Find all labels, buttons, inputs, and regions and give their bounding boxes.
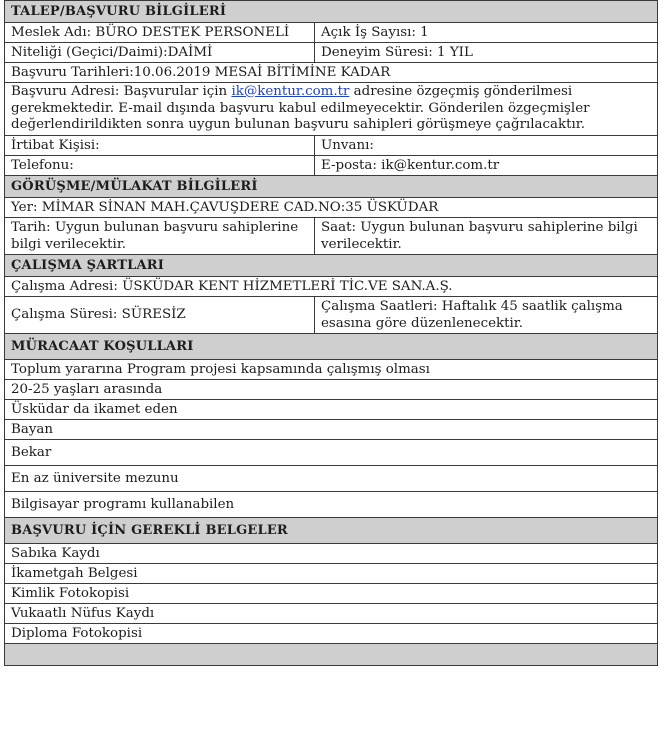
email-link[interactable]: ik@kentur.com.tr — [231, 84, 350, 99]
section-title: TALEP/BAŞVURU BİLGİLERİ — [11, 4, 227, 19]
list-item — [5, 380, 657, 400]
list-item — [5, 564, 657, 584]
section-title-cut-off — [5, 644, 657, 665]
row-calisma-sure-saat — [5, 297, 657, 334]
telefonu: Telefonu: — [5, 156, 315, 175]
section-header-calisma — [5, 255, 657, 277]
list-item — [5, 492, 657, 518]
list-item — [5, 624, 657, 644]
row-meslek — [5, 23, 657, 43]
list-item — [5, 360, 657, 380]
section-header-belgeler — [5, 518, 657, 544]
kosul-item: Bilgisayar programı kullanabilen — [11, 496, 235, 512]
adres-suffix: adresine özgeçmiş gönderilmesi gerekmektedir. E-mail dışında başvuru kabul edilmeyecektir. Gönderilen özgeçmişler değerlendirildikten sonra uygun bulunan başvuru sahipleri görüşmeye çağrılacaktır. — [11, 84, 590, 132]
section-header-muracaat — [5, 334, 657, 360]
kosul-item: Bayan — [11, 421, 53, 437]
kosul-item: Bekar — [11, 444, 52, 460]
row-yer — [5, 198, 657, 218]
section-header-cut-off — [5, 644, 657, 666]
gorusme-yeri: Yer: MİMAR SİNAN MAH.ÇAVUŞDERE CAD.NO:35 ÜSKÜDAR — [11, 199, 439, 215]
row-calisma-adresi — [5, 277, 657, 297]
acik-is-sayisi: Açık İş Sayısı: 1 — [321, 25, 429, 40]
kosul-item: En az üniversite mezunu — [11, 470, 179, 486]
section-header-gorusme — [5, 176, 657, 198]
job-posting-form — [4, 0, 658, 666]
row-basvuru-adresi — [5, 83, 657, 136]
kosul-item: Toplum yararına Program projesi kapsamında çalışmış olması — [11, 361, 430, 377]
belge-item: Diploma Fotokopisi — [11, 625, 143, 641]
basvuru-adresi — [5, 83, 657, 135]
kosul-item: 20-25 yaşları arasında — [11, 381, 163, 397]
calisma-saatleri: Çalışma Saatleri: Haftalık 45 saatlik çalışma esasına göre düzenlenecektir. — [321, 298, 623, 331]
list-item — [5, 400, 657, 420]
section-title: GÖRÜŞME/MÜLAKAT BİLGİLERİ — [11, 178, 258, 194]
adres-prefix: Başvuru Adresi: Başvurular için — [11, 84, 232, 99]
irtibat-kisisi: İrtibat Kişisi: — [5, 136, 315, 155]
row-telefon — [5, 156, 657, 176]
list-item — [5, 440, 657, 466]
row-irtibat — [5, 136, 657, 156]
row-nitelik — [5, 43, 657, 63]
gorusme-saati: Saat: Uygun bulunan başvuru sahiplerine bilgi verilecektir. — [321, 219, 638, 252]
row-basvuru-tarihleri — [5, 63, 657, 83]
belge-item: Sabıka Kaydı — [11, 545, 100, 561]
gorusme-tarihi: Tarih: Uygun bulunan başvuru sahiplerine bilgi verilecektir. — [5, 218, 315, 254]
list-item — [5, 584, 657, 604]
belge-item: Vukaatlı Nüfus Kaydı — [11, 605, 155, 621]
e-posta: E-posta: ik@kentur.com.tr — [321, 157, 500, 173]
list-item — [5, 604, 657, 624]
calisma-suresi: Çalışma Süresi: SÜRESİZ — [5, 297, 315, 333]
unvani: Unvanı: — [321, 137, 374, 153]
basvuru-tarihleri: Başvuru Tarihleri:10.06.2019 MESAİ BİTİMİNE KADAR — [11, 65, 391, 80]
section-title: BAŞVURU İÇİN GEREKLİ BELGELER — [11, 522, 288, 538]
list-item — [5, 466, 657, 492]
list-item — [5, 420, 657, 440]
meslek-adi: Meslek Adı: BÜRO DESTEK PERSONELİ — [5, 23, 315, 42]
section-title: ÇALIŞMA ŞARTLARI — [11, 257, 165, 273]
list-item — [5, 544, 657, 564]
niteligi: Niteliği (Geçici/Daimi):DAİMİ — [5, 43, 315, 62]
belge-item: İkametgah Belgesi — [11, 565, 138, 581]
belge-item: Kimlik Fotokopisi — [11, 585, 130, 601]
calisma-adresi: Çalışma Adresi: ÜSKÜDAR KENT HİZMETLERİ TİC.VE SAN.A.Ş. — [11, 278, 453, 294]
section-header-talep — [5, 1, 657, 23]
deneyim-suresi: Deneyim Süresi: 1 YIL — [321, 45, 473, 60]
kosul-item: Üsküdar da ikamet eden — [11, 401, 178, 417]
cut-off-top-row — [5, 0, 657, 1]
row-tarih-saat — [5, 218, 657, 255]
section-title: MÜRACAAT KOŞULLARI — [11, 338, 194, 354]
